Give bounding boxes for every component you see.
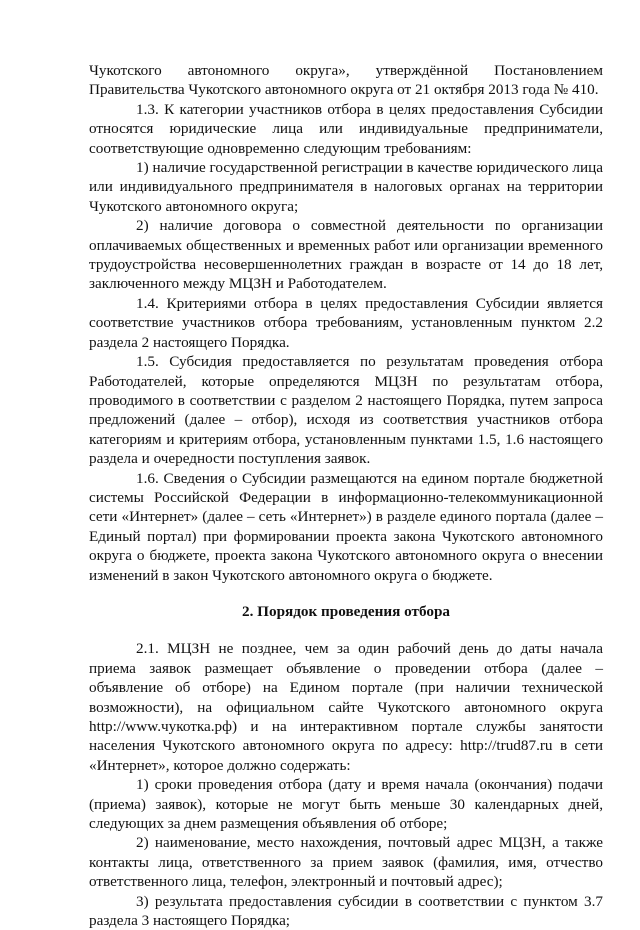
paragraph-continuation: Чукотского автономного округа», утверждённой Постановлением Правительства Чукотского автономного округа от 21 октября 2013 года № 410.	[89, 62, 603, 99]
paragraph-2-1-item-3: 3) результата предоставления субсидии в соответствии с пунктом 3.7 раздела 3 настоящего Порядка;	[89, 892, 603, 930]
paragraph-1-5: 1.5. Субсидия предоставляется по результатам проведения отбора Работодателей, которые определяются МЦЗН по результатам отбора, проводимого в соответствии с разделом 2 настоящего Порядка, путем запроса предложений (далее – отбор), исходя из соответствия участников отбора категориям и критериям отбора, установленным пунктами 1.5, 1.6 настоящего раздела и очередности поступления заявок.	[89, 353, 603, 468]
paragraph-1-3-item-2: 2) наличие договора о совместной деятельности по организации оплачиваемых общественных и временных работ или организации временного трудоустройства несовершеннолетних граждан в возрасте от 14 до 18 лет, заключенного между МЦЗН и Работодателем.	[89, 217, 603, 293]
paragraph-1-3-item-1: 1) наличие государственной регистрации в качестве юридического лица или индивидуального предпринимателя в налоговых органах на территории Чукотского автономного округа;	[89, 159, 603, 215]
paragraph-1-3: 1.3. К категории участников отбора в целях предоставления Субсидии относятся юридические лица или индивидуальные предприниматели, соответствующие одновременно следующим требованиям:	[89, 100, 603, 157]
section-heading: 2. Порядок проведения отбора	[241, 602, 451, 620]
document-page	[89, 61, 603, 930]
paragraph-2-1-item-1: 1) сроки проведения отбора (дату и время начала (окончания) подачи (приема) заявок), которые не могут быть меньше 30 календарных дней, следующих за днем размещения объявления об отборе;	[89, 776, 603, 833]
paragraph-1-6: 1.6. Сведения о Субсидии размещаются на едином портале бюджетной системы Российской Федерации в информационно-телекоммуникационной сети «Интернет» (далее – сеть «Интернет») в разделе единого портала (далее – Единый портал) при формировании проекта закона Чукотского автономного округа о бюджете, проекта закона Чукотского автономного округа о внесении изменений в закон Чукотского автономного округа о бюджете.	[89, 469, 603, 584]
paragraph-2-1-item-2: 2) наименование, место нахождения, почтовый адрес МЦЗН, а также контакты лица, ответственного за прием заявок (фамилия, имя, отчество ответственного лица, телефон, электронный и почтовый адрес);	[89, 834, 603, 891]
paragraph-2-1: 2.1. МЦЗН не позднее, чем за один рабочий день до даты начала приема заявок размещает объявление о проведении отбора (далее – объявление об отборе) на Едином портале (при наличии технической возможности), на официальном сайте Чукотского автономного округа http://www.чукотка.рф) и на интерактивном портале службы занятости населения Чукотского автономного округа по адресу: http://trud87.ru в сети «Интернет», которое должно содержать:	[89, 640, 603, 774]
paragraph-1-4: 1.4. Критериями отбора в целях предоставления Субсидии является соответствие участников отбора требованиям, установленным пунктом 2.2 раздела 2 настоящего Порядка.	[89, 294, 603, 351]
